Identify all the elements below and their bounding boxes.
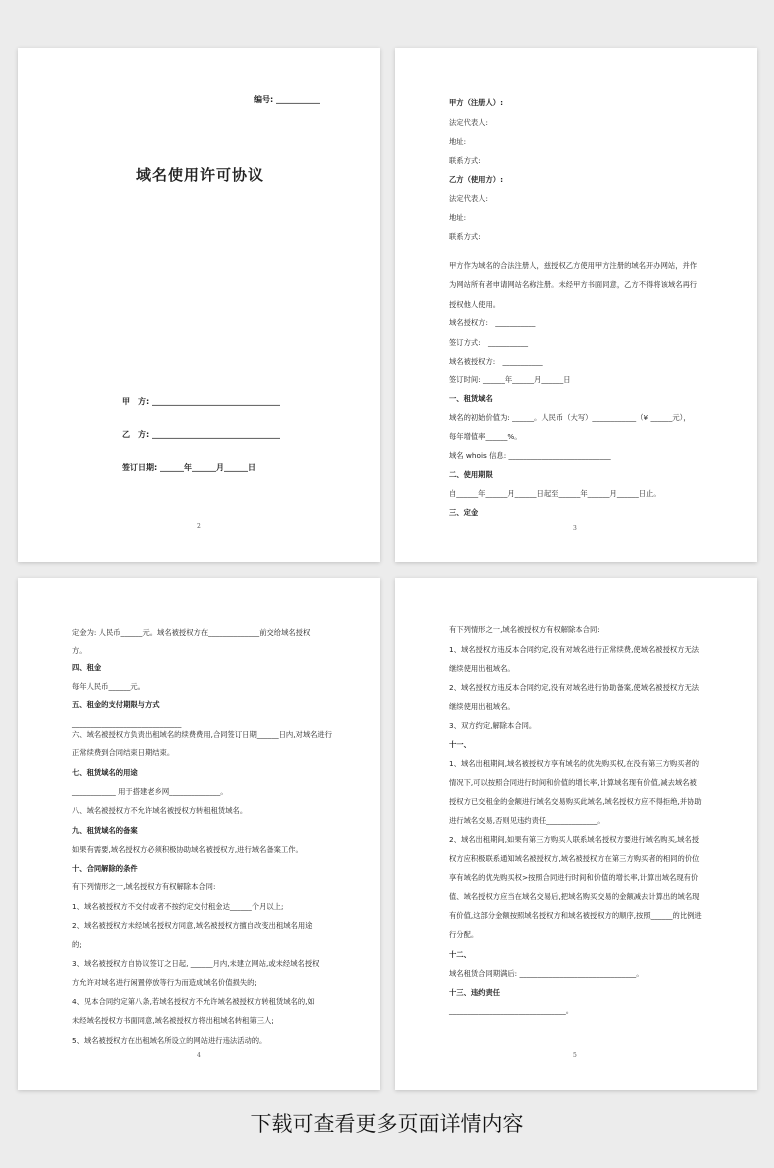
text-line: 享有域名的优先购买权>按照合同进行时间和价值的增长率,计算出域名现有价 <box>449 873 699 882</box>
text-line: 方。 <box>72 646 87 655</box>
text-line: 继续使用出租域名。 <box>449 702 515 711</box>
section-heading: 九、租赁域名的备案 <box>72 826 138 835</box>
download-caption: 下载可查看更多页面详情内容 <box>250 1112 524 1136</box>
text-line: 为网站所有者申请网站名称注册。未经甲方书面同意，乙方不得将该域名再行 <box>449 280 698 289</box>
text-line: 定金为: 人民币______元。域名被授权方在______________前交给域名授权 <box>72 628 311 637</box>
text-line: 情况下,可以按照合同进行时间和价值的增长率,计算域名现有价值,减去域名被 <box>449 778 697 787</box>
section-heading: 二、使用期限 <box>449 470 493 479</box>
text-line: ________________________________。 <box>449 1006 574 1015</box>
party-a-field: 甲 方: ________________________________ <box>122 397 280 406</box>
text-line: 联系方式: <box>449 156 481 165</box>
page-number: 5 <box>573 1052 577 1059</box>
text-line: 签订时间: ______年______月______日 <box>449 375 571 384</box>
text-line: 正常续费到合同结束日期结束。 <box>72 748 175 757</box>
page-3 <box>18 578 380 1090</box>
text-line: 域名 whois 信息: ____________________________ <box>449 451 611 460</box>
text-line: 1、域名被授权方不交付或者不按约定交付租金达______个月以上; <box>72 902 284 911</box>
text-line: 每年增值率______%。 <box>449 432 522 441</box>
text-line: 4、见本合同约定第八条,若域名授权方不允许域名被授权方转租赁域名的,如 <box>72 997 315 1006</box>
text-line: 3、域名被授权方自协议签订之日起, ______月内,未建立网站,或未经域名授权 <box>72 959 320 968</box>
text-line: 值、域名授权方应当在域名交易后,把域名购买交易的金额减去计算出的域名现 <box>449 892 700 901</box>
text-line: 1、域名出租期间,域名被授权方享有域名的优先购买权,在没有第三方购买者的 <box>449 759 700 768</box>
text-line: 签订方式: ___________ <box>449 338 529 347</box>
text-line: 授权他人使用。 <box>449 300 501 309</box>
text-line: 自______年______月______日起至______年______月______日止。 <box>449 489 661 498</box>
text-line: 有下列情形之一,域名被授权方有权解除本合同: <box>449 625 600 634</box>
section-heading: 甲方（注册人）: <box>449 98 503 107</box>
text-line: 域名被授权方: ___________ <box>449 357 543 366</box>
text-line: 甲方作为域名的合法注册人，兹授权乙方使用甲方注册的域名开办网站，并作 <box>449 261 698 270</box>
text-line: 域名租赁合同期满后: ________________________________。 <box>449 969 644 978</box>
page-number: 3 <box>573 525 577 532</box>
text-line: 地址: <box>449 213 467 222</box>
document-title: 域名使用许可协议 <box>136 166 265 184</box>
text-line: 法定代表人: <box>449 194 488 203</box>
text-line: 2、域名出租期间,如果有第三方购买人联系域名授权方要进行域名购买,域名授 <box>449 835 700 844</box>
party-b-field: 乙 方: ________________________________ <box>122 430 280 439</box>
text-line: ____________ 用于搭建老乡网______________。 <box>72 787 228 796</box>
text-line: 行分配。 <box>449 930 479 939</box>
text-line: 1、域名授权方违反本合同约定,没有对域名进行正常续费,使域名被授权方无法 <box>449 645 700 654</box>
section-heading: 七、租赁域名的用途 <box>72 768 138 777</box>
text-line: 每年人民币______元。 <box>72 682 145 691</box>
page-cover <box>18 48 380 562</box>
text-line: 有价值,这部分金额按照域名授权方和域名被授权方的顺序,按照______的比例进 <box>449 911 702 920</box>
text-line: 域名的初始价值为: ______。人民币（大写）____________（¥ ______元）， <box>449 413 691 422</box>
section-heading: 十、合同解除的条件 <box>72 864 138 873</box>
text-line: 5、域名被授权方在出租域名所设立的网站进行违法活动的。 <box>72 1036 267 1045</box>
text-line: 方允许对域名进行闲置停放等行为而造成域名价值损失的; <box>72 978 257 987</box>
contract-number: 编号: ___________ <box>254 95 320 104</box>
section-heading: 三、定金 <box>449 508 479 517</box>
text-line: 2、域名被授权方未经域名授权方同意,域名被授权方擅自改变出租域名用途 <box>72 921 313 930</box>
page-4 <box>395 578 757 1090</box>
sign-date-field: 签订日期: ______年______月______日 <box>122 463 256 472</box>
text-line: 2、域名授权方违反本合同约定,没有对域名进行协助备案,使域名被授权方无法 <box>449 683 700 692</box>
text-line: 六、域名被授权方负责出租域名的续费费用,合同签订日期______日内,对域名进行 <box>72 730 333 739</box>
text-line: 进行域名交易,否则见违约责任______________。 <box>449 816 605 825</box>
page-number: 4 <box>197 1052 201 1059</box>
text-line: 有下列情形之一,域名授权方有权解除本合同: <box>72 882 216 891</box>
text-line: 继续使用出租域名。 <box>449 664 515 673</box>
page-2 <box>395 48 757 562</box>
section-heading: 十一、 <box>449 740 471 749</box>
text-line: 地址: <box>449 137 467 146</box>
text-line: 八、域名被授权方不允许域名被授权方转租租赁域名。 <box>72 806 248 815</box>
text-line: 法定代表人: <box>449 118 488 127</box>
page-number: 2 <box>197 523 201 530</box>
text-line: 如果有需要,域名授权方必须积极协助域名被授权方,进行域名备案工作。 <box>72 845 303 854</box>
text-line: 权方应积极联系通知域名被授权方,域名被授权方在第三方购买者的相同的价位 <box>449 854 700 863</box>
text-line: 授权方已交租金的金额进行域名交易购买此域名,域名授权方应不得拒绝,并协助 <box>449 797 702 806</box>
text-line: ______________________________ <box>72 719 182 728</box>
section-heading: 十三、违约责任 <box>449 988 501 997</box>
text-line: 3、双方约定,解除本合同。 <box>449 721 537 730</box>
text-line: 的; <box>72 940 82 949</box>
section-heading: 十二、 <box>449 950 471 959</box>
text-line: 未经域名授权方书面同意,域名被授权方将出租域名转租第三人; <box>72 1016 274 1025</box>
section-heading: 四、租金 <box>72 663 102 672</box>
section-heading: 一、租赁域名 <box>449 394 493 403</box>
section-heading: 五、租金的支付期限与方式 <box>72 700 160 709</box>
text-line: 域名授权方: ___________ <box>449 318 536 327</box>
section-heading: 乙方（使用方）: <box>449 175 503 184</box>
text-line: 联系方式: <box>449 232 481 241</box>
